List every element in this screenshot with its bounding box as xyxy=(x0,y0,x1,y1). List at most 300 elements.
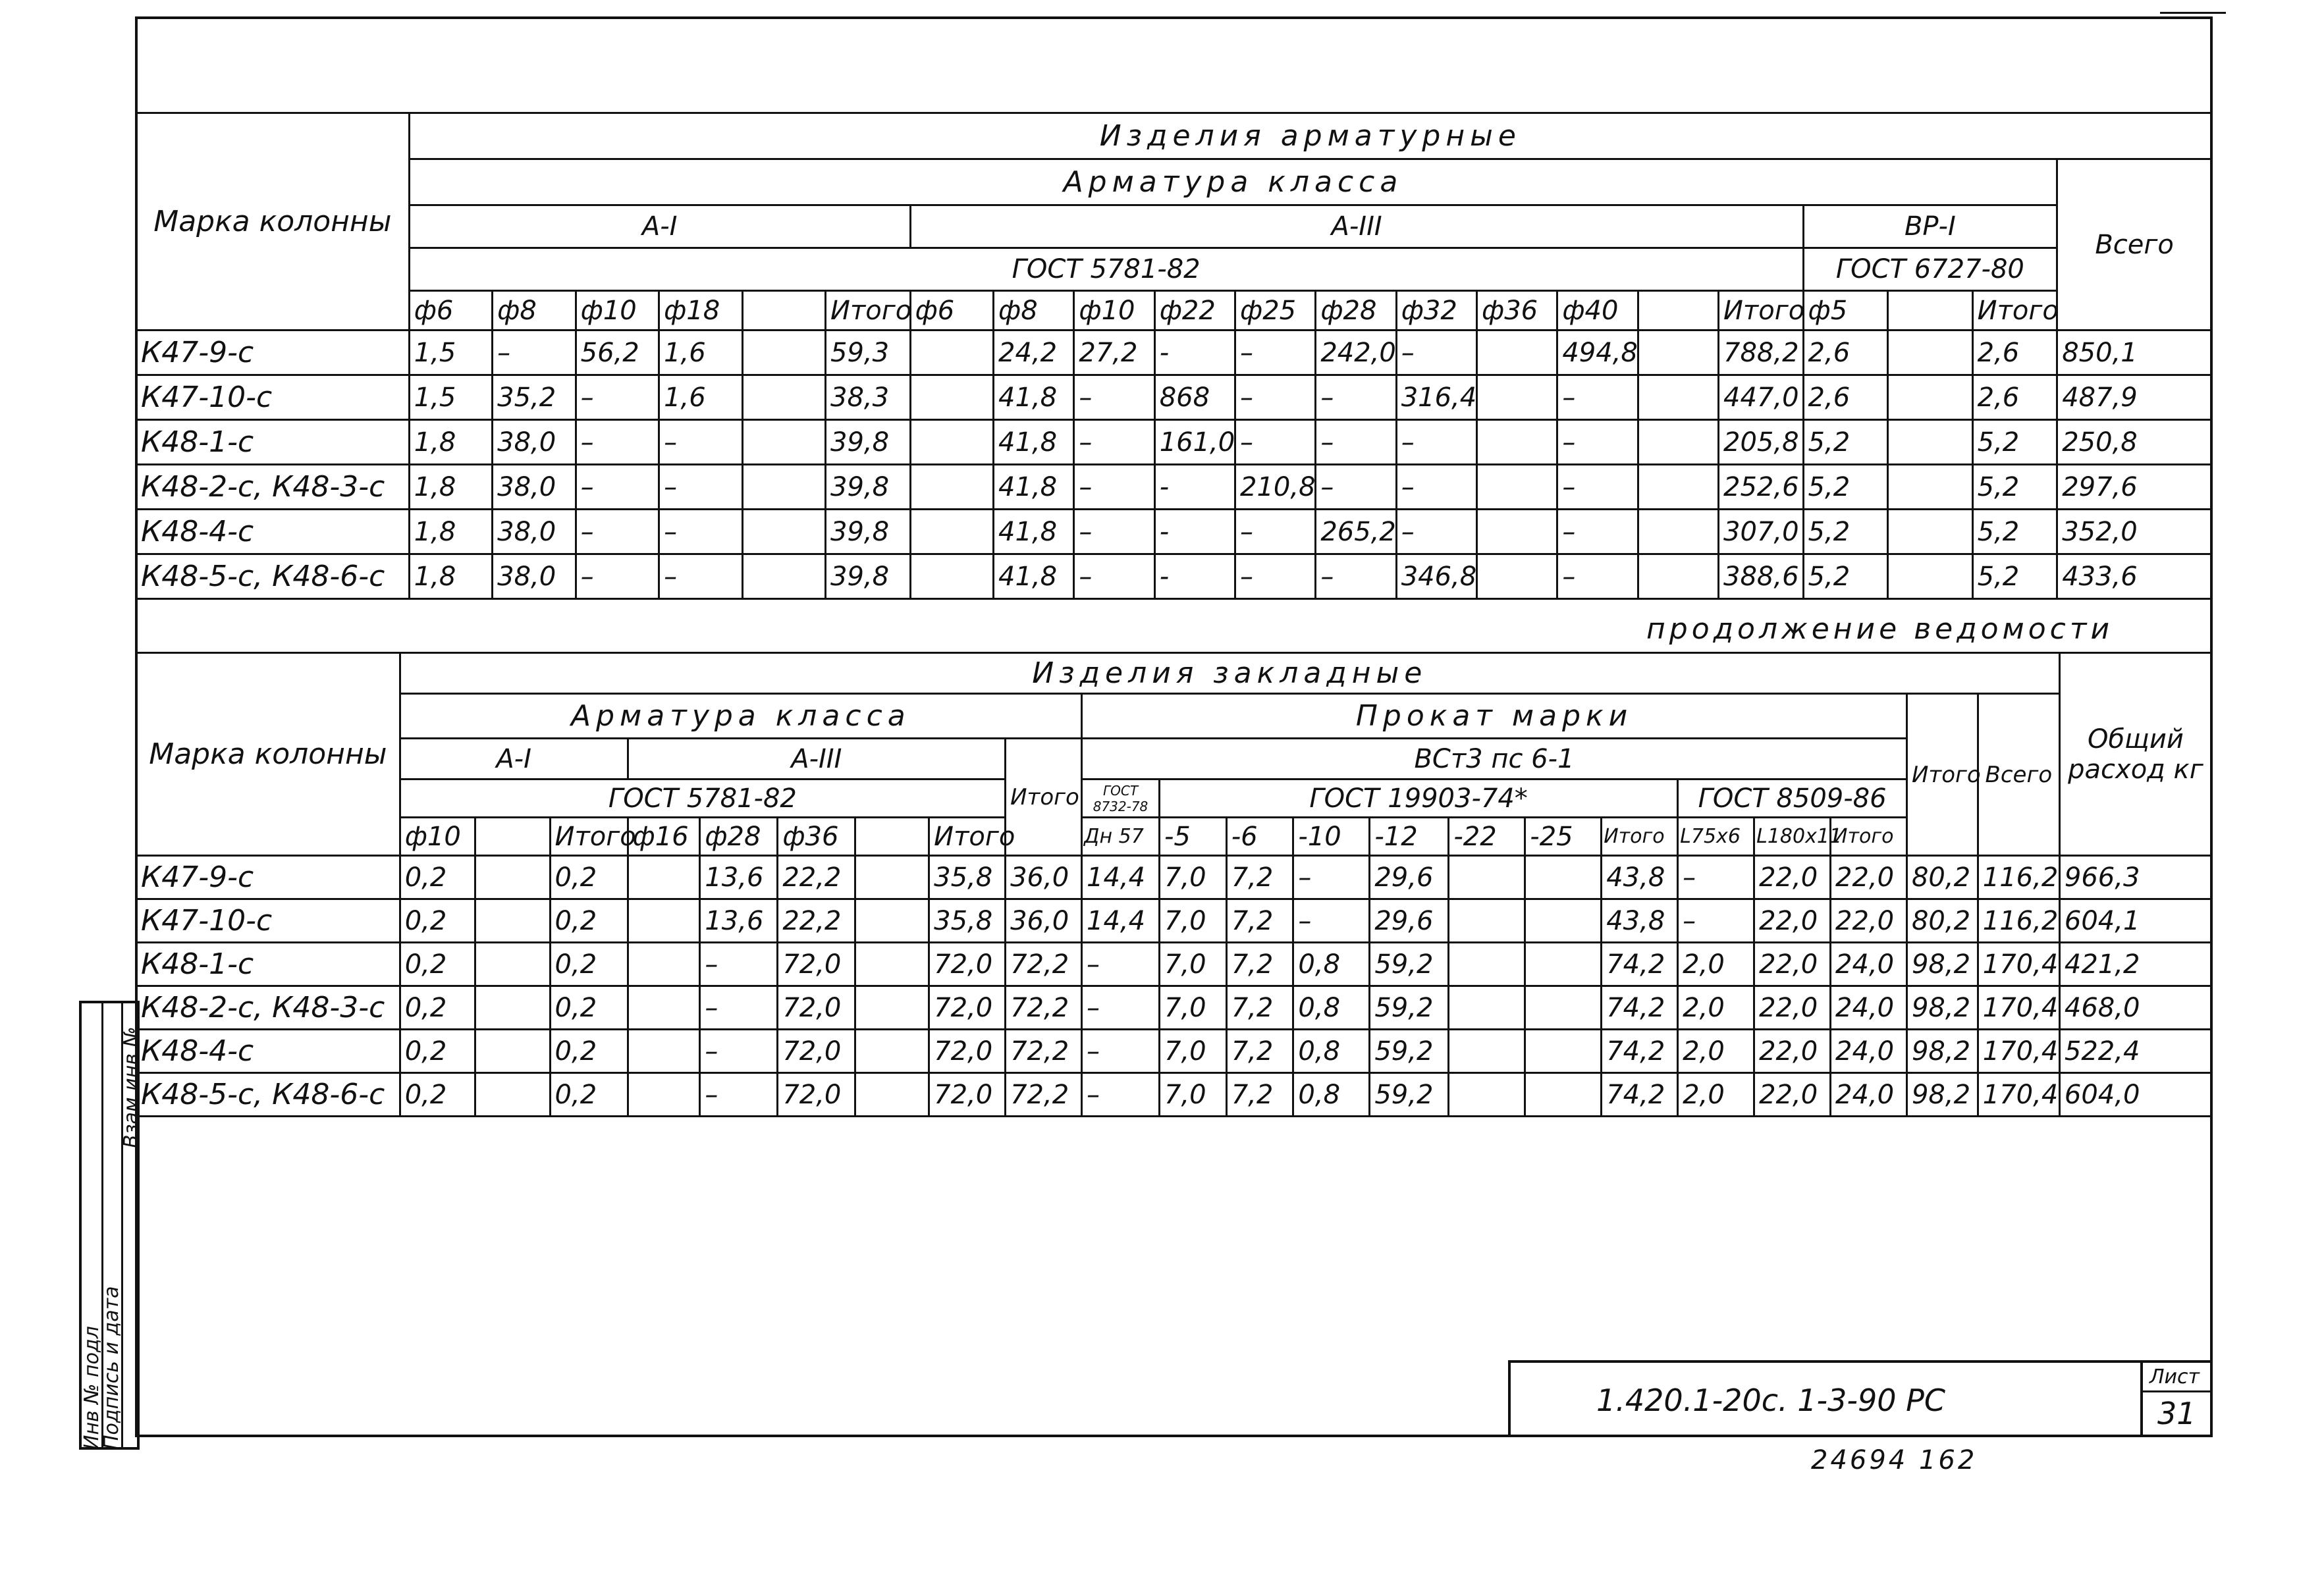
table-cell xyxy=(1888,510,1973,554)
table-cell xyxy=(1477,375,1557,420)
table-cell: 494,8 xyxy=(1557,330,1638,375)
row-mark: К48-5-с, К48-6-с xyxy=(136,1073,400,1117)
table-cell: 1,8 xyxy=(409,420,492,465)
table-cell xyxy=(1638,330,1718,375)
t1-col-head: ф36 xyxy=(1477,291,1557,330)
row-mark: К47-10-с xyxy=(136,899,400,943)
table-cell: 250,8 xyxy=(2057,420,2212,465)
table-cell xyxy=(1525,1073,1602,1117)
table-cell: 80,2 xyxy=(1906,899,1978,943)
t1-col-head: ф28 xyxy=(1316,291,1396,330)
table-cell xyxy=(742,554,825,599)
t2-col-head: -10 xyxy=(1293,818,1370,856)
table-cell xyxy=(1449,1073,1525,1117)
table-cell xyxy=(1477,510,1557,554)
row-mark: К48-1-с xyxy=(136,420,410,465)
table-cell xyxy=(910,554,993,599)
table-cell: 39,8 xyxy=(826,554,911,599)
table-cell: 36,0 xyxy=(1006,899,1082,943)
table-cell: 0,2 xyxy=(550,1073,628,1117)
table-cell: – xyxy=(1074,465,1154,510)
table-cell: 116,2 xyxy=(1978,856,2059,899)
row-mark: К48-5-с, К48-6-с xyxy=(136,554,410,599)
t1-body xyxy=(136,330,2212,599)
t1-col-head: Итого xyxy=(826,291,911,330)
table-cell: 468,0 xyxy=(2059,986,2211,1030)
t1-sub-title: Арматура класса xyxy=(409,159,2057,205)
table-cell: 98,2 xyxy=(1906,986,1978,1030)
table-cell: 59,2 xyxy=(1370,1030,1449,1073)
table-cell xyxy=(628,943,700,986)
table-cell: 0,8 xyxy=(1293,986,1370,1030)
corner-mark xyxy=(2160,12,2226,14)
table-cell: 22,0 xyxy=(1754,986,1831,1030)
t2-col-head: L180x11 xyxy=(1754,818,1831,856)
side-label-inv: Инв № подл xyxy=(80,1326,103,1450)
table-cell: 1,5 xyxy=(409,375,492,420)
table-cell xyxy=(1525,1030,1602,1073)
table-cell: – xyxy=(576,465,659,510)
table-cell xyxy=(1888,465,1973,510)
table-cell: – xyxy=(700,943,778,986)
table-cell: 0,2 xyxy=(400,1073,475,1117)
table-cell xyxy=(742,375,825,420)
table-cell xyxy=(910,375,993,420)
table-cell: 868 xyxy=(1154,375,1235,420)
table-cell: - xyxy=(1154,330,1235,375)
table-cell: – xyxy=(659,510,742,554)
table-cell: 13,6 xyxy=(700,856,778,899)
table-cell xyxy=(1477,330,1557,375)
table-cell: 388,6 xyxy=(1719,554,1804,599)
t2-gost-a: ГОСТ 5781-82 xyxy=(400,780,1005,818)
t2-total-header: Общий расход кг xyxy=(2059,653,2211,856)
table-cell: 170,4 xyxy=(1978,1030,2059,1073)
table-cell: – xyxy=(700,986,778,1030)
table-row xyxy=(136,1073,2212,1117)
table-cell: 72,0 xyxy=(778,1073,855,1117)
t2-sub-title-a: Арматура класса xyxy=(400,694,1081,739)
table-cell: 7,2 xyxy=(1226,856,1293,899)
table-cell: – xyxy=(1396,420,1476,465)
sheet-label: Лист xyxy=(2149,1365,2200,1388)
table-cell: 22,0 xyxy=(1754,943,1831,986)
t2-col-head xyxy=(855,818,929,856)
t2-col-head: ф16 xyxy=(628,818,700,856)
t2-col-head: -6 xyxy=(1226,818,1293,856)
table-cell xyxy=(1477,465,1557,510)
table-cell: - xyxy=(1154,465,1235,510)
t2-col-head-row xyxy=(136,818,2212,856)
table-cell: 0,2 xyxy=(400,943,475,986)
table-row xyxy=(136,1030,2212,1073)
table-cell: 0,2 xyxy=(550,1030,628,1073)
table-cell: 447,0 xyxy=(1719,375,1804,420)
table-cell: 74,2 xyxy=(1602,1073,1678,1117)
table-cell: 41,8 xyxy=(994,510,1074,554)
table-cell: 421,2 xyxy=(2059,943,2211,986)
table-cell xyxy=(1638,510,1718,554)
table-cell: 41,8 xyxy=(994,554,1074,599)
table-cell: 72,0 xyxy=(778,943,855,986)
t1-col-head: ф18 xyxy=(659,291,742,330)
table-cell: 2,6 xyxy=(1972,375,2057,420)
table-cell xyxy=(1525,986,1602,1030)
table-row xyxy=(136,420,2212,465)
t1-col-head: ф32 xyxy=(1396,291,1476,330)
t1-diameter-row xyxy=(136,291,2212,330)
table-cell: – xyxy=(1557,420,1638,465)
table-cell xyxy=(628,1030,700,1073)
table-cell: – xyxy=(1074,420,1154,465)
table-cell: – xyxy=(1316,465,1396,510)
t2-body xyxy=(136,856,2212,1117)
table-cell: 35,8 xyxy=(929,856,1006,899)
table-cell: 22,2 xyxy=(778,899,855,943)
table-cell: 1,8 xyxy=(409,465,492,510)
table-row xyxy=(136,375,2212,420)
table-cell: – xyxy=(1235,375,1316,420)
table-cell: 1,5 xyxy=(409,330,492,375)
table-cell: – xyxy=(1293,856,1370,899)
table-cell: 72,0 xyxy=(929,943,1006,986)
archive-number: 24694 162 xyxy=(1811,1445,1978,1475)
table-cell: – xyxy=(576,554,659,599)
table-cell: 24,0 xyxy=(1831,986,1907,1030)
table-cell: – xyxy=(1082,1073,1160,1117)
table-cell: 7,2 xyxy=(1226,986,1293,1030)
continuation-label: продолжение ведомости xyxy=(1646,612,2114,646)
t2-class-a3: А-III xyxy=(628,739,1006,780)
table-cell: 22,2 xyxy=(778,856,855,899)
t1-total-header: Всего xyxy=(2057,159,2212,330)
t2-mark-header: Марка колонны xyxy=(136,653,400,856)
table-cell: 59,2 xyxy=(1370,943,1449,986)
table-cell: 788,2 xyxy=(1719,330,1804,375)
t2-col-head: Итого xyxy=(550,818,628,856)
table-cell: 72,0 xyxy=(778,1030,855,1073)
row-mark: К47-9-с xyxy=(136,330,410,375)
table-cell: – xyxy=(1678,899,1754,943)
table-cell: 0,8 xyxy=(1293,1073,1370,1117)
t2-col-head: -5 xyxy=(1160,818,1227,856)
table-cell: 38,3 xyxy=(826,375,911,420)
table-cell: 39,8 xyxy=(826,420,911,465)
table-cell: 22,0 xyxy=(1831,899,1907,943)
table-cell xyxy=(1477,420,1557,465)
table-cell: 5,2 xyxy=(1972,420,2057,465)
table-cell xyxy=(1888,554,1973,599)
table-cell: – xyxy=(1557,510,1638,554)
t1-col-head: Итого xyxy=(1719,291,1804,330)
table-cell: 29,6 xyxy=(1370,899,1449,943)
t1-col-head: ф40 xyxy=(1557,291,1638,330)
table-cell: 1,6 xyxy=(659,330,742,375)
table-cell xyxy=(742,420,825,465)
table-cell: 170,4 xyxy=(1978,943,2059,986)
table-cell: 297,6 xyxy=(2057,465,2212,510)
t1-class-a1: А-I xyxy=(409,205,910,248)
table-cell: – xyxy=(576,375,659,420)
table-cell: 5,2 xyxy=(1972,554,2057,599)
table-cell: – xyxy=(1396,330,1476,375)
t2-class-a1: А-I xyxy=(400,739,628,780)
t1-class-a3: А-III xyxy=(910,205,1803,248)
sheet-number: 31 xyxy=(2157,1396,2196,1431)
table-row xyxy=(136,986,2212,1030)
t1-col-head: ф6 xyxy=(910,291,993,330)
table-cell: 5,2 xyxy=(1803,554,1888,599)
table-cell xyxy=(1638,465,1718,510)
table-row xyxy=(136,943,2212,986)
table-cell: 38,0 xyxy=(493,465,576,510)
table-cell xyxy=(475,986,550,1030)
table-cell: - xyxy=(1154,554,1235,599)
table-cell: 80,2 xyxy=(1906,856,1978,899)
table-cell: 522,4 xyxy=(2059,1030,2211,1073)
table-cell: 316,4 xyxy=(1396,375,1476,420)
table-cell: 74,2 xyxy=(1602,1030,1678,1073)
row-mark: К48-2-с, К48-3-с xyxy=(136,465,410,510)
table-cell xyxy=(475,943,550,986)
table-cell: – xyxy=(1557,554,1638,599)
t2-col-head: Итого xyxy=(1602,818,1678,856)
table-cell: 98,2 xyxy=(1906,1073,1978,1117)
t2-col-head: ф36 xyxy=(778,818,855,856)
table-cell: 307,0 xyxy=(1719,510,1804,554)
table-cell xyxy=(1888,330,1973,375)
table-cell: 433,6 xyxy=(2057,554,2212,599)
table-row xyxy=(136,510,2212,554)
table-cell xyxy=(1888,375,1973,420)
table-cell: – xyxy=(659,554,742,599)
table-cell: 27,2 xyxy=(1074,330,1154,375)
side-label-replace: Взам инв № xyxy=(120,1026,143,1148)
table-cell xyxy=(855,1073,929,1117)
table-cell: 205,8 xyxy=(1719,420,1804,465)
table-cell: 22,0 xyxy=(1754,1030,1831,1073)
table-cell: 59,2 xyxy=(1370,1073,1449,1117)
row-mark: К47-9-с xyxy=(136,856,400,899)
t1-col-head xyxy=(742,291,825,330)
table-cell: – xyxy=(1557,375,1638,420)
table-cell: 74,2 xyxy=(1602,986,1678,1030)
t1-class-vr1: ВР-I xyxy=(1803,205,2057,248)
table-cell: 22,0 xyxy=(1754,1073,1831,1117)
table-cell: 2,0 xyxy=(1678,1030,1754,1073)
reinforcement-table xyxy=(135,112,2213,600)
table-cell xyxy=(855,1030,929,1073)
table-cell: 2,6 xyxy=(1803,375,1888,420)
table-cell: 1,8 xyxy=(409,510,492,554)
table-cell xyxy=(475,1073,550,1117)
table-row xyxy=(136,330,2212,375)
table-cell: 850,1 xyxy=(2057,330,2212,375)
t2-col-head: L75x6 xyxy=(1678,818,1754,856)
t1-group-title: Изделия арматурные xyxy=(409,113,2211,159)
table-cell xyxy=(855,899,929,943)
table-cell: – xyxy=(1678,856,1754,899)
table-cell: 7,0 xyxy=(1160,856,1227,899)
t1-col-head: ф6 xyxy=(409,291,492,330)
table-cell: – xyxy=(700,1073,778,1117)
table-cell: 966,3 xyxy=(2059,856,2211,899)
table-cell xyxy=(910,330,993,375)
table-cell: 41,8 xyxy=(994,375,1074,420)
table-cell xyxy=(475,899,550,943)
table-cell: 210,8 xyxy=(1235,465,1316,510)
table-cell: 7,0 xyxy=(1160,1030,1227,1073)
t2-gost-p1: ГОСТ 8732-78 xyxy=(1082,780,1160,818)
t2-col-head: Итого xyxy=(929,818,1006,856)
side-stamp xyxy=(79,1001,143,1450)
table-cell: 7,0 xyxy=(1160,1073,1227,1117)
table-row xyxy=(136,554,2212,599)
t2-col-head: -25 xyxy=(1525,818,1602,856)
table-cell: 72,2 xyxy=(1006,1030,1082,1073)
table-cell: 161,0 xyxy=(1154,420,1235,465)
t1-col-head xyxy=(1638,291,1718,330)
table-cell: 36,0 xyxy=(1006,856,1082,899)
table-cell: – xyxy=(1316,420,1396,465)
table-cell: 38,0 xyxy=(493,554,576,599)
table-cell: 0,2 xyxy=(400,856,475,899)
table-cell: 41,8 xyxy=(994,465,1074,510)
table-cell: 2,0 xyxy=(1678,943,1754,986)
table-cell: 14,4 xyxy=(1082,856,1160,899)
table-cell xyxy=(1638,375,1718,420)
table-cell: 39,8 xyxy=(826,465,911,510)
table-cell: 72,2 xyxy=(1006,1073,1082,1117)
table-cell: 170,4 xyxy=(1978,986,2059,1030)
table-cell: 346,8 xyxy=(1396,554,1476,599)
table-cell: 5,2 xyxy=(1803,420,1888,465)
table-cell: 22,0 xyxy=(1754,899,1831,943)
table-cell xyxy=(1449,899,1525,943)
sheet-box xyxy=(2140,1363,2213,1437)
table-cell: 7,0 xyxy=(1160,943,1227,986)
table-cell: – xyxy=(1316,375,1396,420)
table-cell: – xyxy=(1082,986,1160,1030)
table-cell: – xyxy=(1074,554,1154,599)
table-cell: 74,2 xyxy=(1602,943,1678,986)
t2-vsego: Всего xyxy=(1978,694,2059,856)
table-row xyxy=(136,465,2212,510)
table-cell: 487,9 xyxy=(2057,375,2212,420)
t1-col-head: Итого xyxy=(1972,291,2057,330)
table-cell: 24,0 xyxy=(1831,943,1907,986)
table-cell: – xyxy=(659,465,742,510)
table-cell: – xyxy=(1396,510,1476,554)
table-cell xyxy=(1638,554,1718,599)
table-cell: 72,0 xyxy=(778,986,855,1030)
t1-gost-vr: ГОСТ 6727-80 xyxy=(1803,248,2057,291)
table-row xyxy=(136,856,2212,899)
table-cell xyxy=(855,943,929,986)
t1-col-head xyxy=(1888,291,1973,330)
table-cell: 0,2 xyxy=(550,943,628,986)
table-cell: 0,2 xyxy=(400,986,475,1030)
table-cell: – xyxy=(1235,330,1316,375)
row-mark: К48-4-с xyxy=(136,1030,400,1073)
table-cell xyxy=(742,510,825,554)
table-cell: – xyxy=(1316,554,1396,599)
table-cell: – xyxy=(576,510,659,554)
table-cell xyxy=(628,1073,700,1117)
table-cell xyxy=(1525,943,1602,986)
table-cell: 0,2 xyxy=(400,899,475,943)
table-cell: 98,2 xyxy=(1906,943,1978,986)
table-cell: 43,8 xyxy=(1602,856,1678,899)
table-cell: 24,0 xyxy=(1831,1030,1907,1073)
table-cell: – xyxy=(1082,1030,1160,1073)
table-cell: 35,2 xyxy=(493,375,576,420)
table-cell xyxy=(1638,420,1718,465)
table-cell: – xyxy=(1074,375,1154,420)
t2-col-head: Дн 57 xyxy=(1082,818,1160,856)
table-cell xyxy=(628,899,700,943)
t2-col-head: -12 xyxy=(1370,818,1449,856)
t2-col-head xyxy=(475,818,550,856)
table-cell: 7,2 xyxy=(1226,943,1293,986)
table-cell: – xyxy=(493,330,576,375)
t1-col-head: ф5 xyxy=(1803,291,1888,330)
t1-col-head: ф25 xyxy=(1235,291,1316,330)
title-block xyxy=(1508,1360,2213,1437)
table-cell: 0,2 xyxy=(550,856,628,899)
table-cell xyxy=(910,420,993,465)
t2-gost-p2: ГОСТ 19903-74* xyxy=(1160,780,1678,818)
table-cell xyxy=(1888,420,1973,465)
table-cell xyxy=(1525,856,1602,899)
t2-itogo-a: Итого xyxy=(1006,739,1082,856)
table-cell xyxy=(855,856,929,899)
table-cell: – xyxy=(1293,899,1370,943)
table-cell: 43,8 xyxy=(1602,899,1678,943)
table-cell xyxy=(1449,1030,1525,1073)
table-cell xyxy=(855,986,929,1030)
table-cell: 22,0 xyxy=(1831,856,1907,899)
table-cell: 170,4 xyxy=(1978,1073,2059,1117)
table-cell: – xyxy=(576,420,659,465)
table-cell: 7,0 xyxy=(1160,986,1227,1030)
table-cell: 0,8 xyxy=(1293,1030,1370,1073)
table-cell: 39,8 xyxy=(826,510,911,554)
table-cell: 265,2 xyxy=(1316,510,1396,554)
table-cell: – xyxy=(1396,465,1476,510)
table-cell: – xyxy=(659,420,742,465)
table-cell: 72,0 xyxy=(929,1073,1006,1117)
table-cell: – xyxy=(1074,510,1154,554)
table-cell: – xyxy=(1557,465,1638,510)
table-cell: 72,2 xyxy=(1006,943,1082,986)
table-cell: 5,2 xyxy=(1803,465,1888,510)
table-cell: 1,6 xyxy=(659,375,742,420)
table-cell: 13,6 xyxy=(700,899,778,943)
t2-col-head: Итого xyxy=(1831,818,1907,856)
table-cell: 0,2 xyxy=(400,1030,475,1073)
table-cell: 252,6 xyxy=(1719,465,1804,510)
table-cell: 1,8 xyxy=(409,554,492,599)
table-cell: 5,2 xyxy=(1972,465,2057,510)
t1-gost-a: ГОСТ 5781-82 xyxy=(409,248,1803,291)
table-row xyxy=(136,899,2212,943)
table-cell: – xyxy=(1082,943,1160,986)
table-cell: 38,0 xyxy=(493,510,576,554)
row-mark: К47-10-с xyxy=(136,375,410,420)
table-cell: 14,4 xyxy=(1082,899,1160,943)
table-cell: 7,2 xyxy=(1226,1030,1293,1073)
